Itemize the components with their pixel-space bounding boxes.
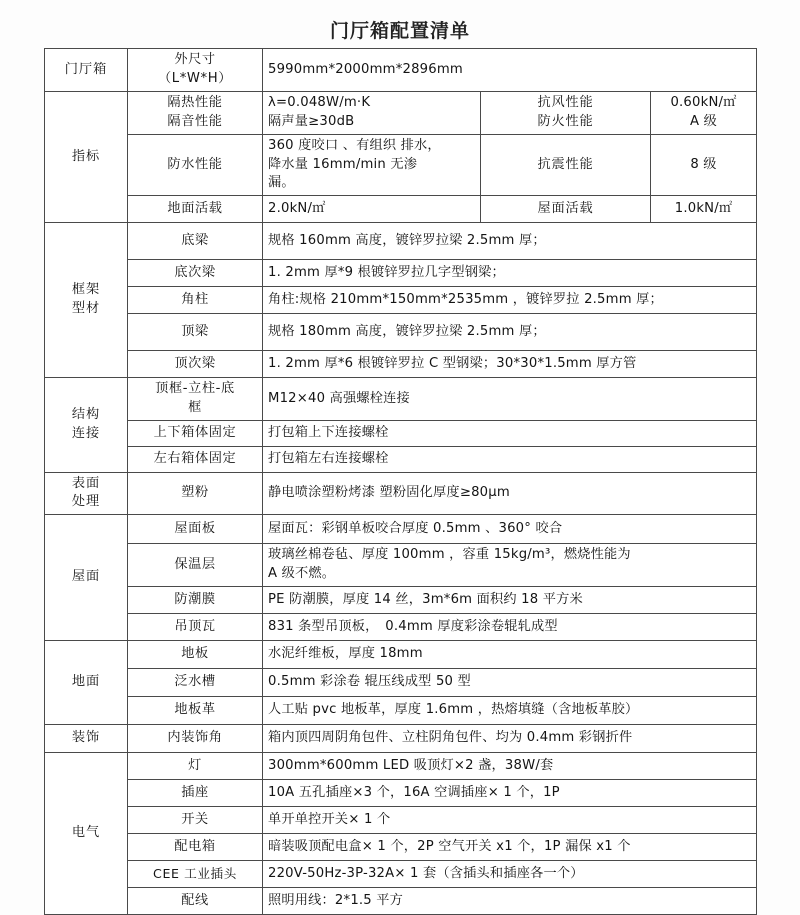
row-value: 1. 2mm 厚*6 根镀锌罗拉 C 型钢梁；30*30*1.5mm 厚方管 (263, 351, 757, 378)
row-item: 外尺寸 （L*W*H） (128, 49, 263, 92)
table-row (45, 260, 757, 287)
row-item: 角柱 (128, 287, 263, 314)
row-value: 屋面瓦：彩钢单板咬合厚度 0.5mm 、360° 咬合 (263, 515, 757, 544)
row-value: 5990mm*2000mm*2896mm (263, 49, 757, 92)
row-value: PE 防潮膜，厚度 14 丝，3m*6m 面积约 18 平方米 (263, 587, 757, 614)
row-item-2: 抗震性能 (481, 135, 651, 196)
row-value: 规格 160mm 高度，镀锌罗拉梁 2.5mm 厚； (263, 223, 757, 260)
row-item: 灯 (128, 753, 263, 780)
row-category: 屋面 (45, 515, 128, 641)
row-item: 上下箱体固定 (128, 420, 263, 446)
row-category: 门厅箱 (45, 49, 128, 92)
table-row (45, 351, 757, 378)
table-row (45, 834, 757, 861)
table-row (45, 472, 757, 514)
row-item: CEE 工业插头 (128, 861, 263, 888)
row-value-2: 1.0kN/㎡ (651, 196, 757, 223)
row-value: 0.5mm 彩涂卷 辊压线成型 50 型 (263, 669, 757, 697)
row-item: 顶框-立柱-底 框 (128, 378, 263, 420)
table-row (45, 446, 757, 472)
row-item: 塑粉 (128, 472, 263, 514)
row-item: 泛水槽 (128, 669, 263, 697)
table-row (45, 587, 757, 614)
table-row (45, 544, 757, 587)
table-row (45, 641, 757, 669)
table-row (45, 780, 757, 807)
row-value: 单开单控开关× 1 个 (263, 807, 757, 834)
table-row (45, 420, 757, 446)
row-category: 表面 处理 (45, 472, 128, 514)
row-value: 10A 五孔插座×3 个，16A 空调插座× 1 个，1P (263, 780, 757, 807)
row-value: 人工贴 pvc 地板革，厚度 1.6mm ，热熔填缝（含地板革胶） (263, 697, 757, 725)
row-item: 底梁 (128, 223, 263, 260)
row-category: 结构 连接 (45, 378, 128, 472)
table-row (45, 669, 757, 697)
row-item: 地板 (128, 641, 263, 669)
row-value: 打包箱左右连接螺栓 (263, 446, 757, 472)
table-row (45, 314, 757, 351)
row-item: 隔热性能 隔音性能 (128, 92, 263, 135)
row-value: 打包箱上下连接螺栓 (263, 420, 757, 446)
row-item: 底次梁 (128, 260, 263, 287)
row-category: 框架 型材 (45, 223, 128, 378)
table-row (45, 49, 757, 92)
row-item: 顶次梁 (128, 351, 263, 378)
row-category: 指标 (45, 92, 128, 223)
row-item: 屋面板 (128, 515, 263, 544)
row-item: 防潮膜 (128, 587, 263, 614)
row-value: M12×40 高强螺栓连接 (263, 378, 757, 420)
table-row (45, 861, 757, 888)
row-item: 保温层 (128, 544, 263, 587)
row-category: 装饰 (45, 725, 128, 753)
row-item: 配电箱 (128, 834, 263, 861)
table-row (45, 196, 757, 223)
table-row (45, 697, 757, 725)
row-item: 左右箱体固定 (128, 446, 263, 472)
row-value-2: 8 级 (651, 135, 757, 196)
row-category: 电气 (45, 753, 128, 915)
table-row (45, 92, 757, 135)
row-category: 地面 (45, 641, 128, 725)
row-item: 吊顶瓦 (128, 614, 263, 641)
specification-table (44, 48, 757, 915)
table-row (45, 725, 757, 753)
table-row (45, 614, 757, 641)
row-item: 内装饰角 (128, 725, 263, 753)
row-value: 箱内顶四周阴角包件、立柱阴角包件、均为 0.4mm 彩钢折件 (263, 725, 757, 753)
table-row (45, 378, 757, 420)
row-value: 水泥纤维板，厚度 18mm (263, 641, 757, 669)
row-value: 暗装吸顶配电盒× 1 个，2P 空气开关 x1 个，1P 漏保 x1 个 (263, 834, 757, 861)
row-value: 831 条型吊顶板， 0.4mm 厚度彩涂卷辊轧成型 (263, 614, 757, 641)
page-title: 门厅箱配置清单 (329, 20, 470, 42)
row-value: 300mm*600mm LED 吸顶灯×2 盏，38W/套 (263, 753, 757, 780)
table-row (45, 287, 757, 314)
row-item-2: 屋面活载 (481, 196, 651, 223)
row-item: 顶梁 (128, 314, 263, 351)
row-value-2: 0.60kN/㎡ A 级 (651, 92, 757, 135)
table-row (45, 888, 757, 915)
table-row (45, 515, 757, 544)
row-item: 防水性能 (128, 135, 263, 196)
row-item: 地板革 (128, 697, 263, 725)
row-item: 开关 (128, 807, 263, 834)
row-value: 玻璃丝棉卷毡、厚度 100mm ，容重 15kg/m³，燃烧性能为 A 级不燃。 (263, 544, 757, 587)
table-row (45, 807, 757, 834)
row-value: 角柱:规格 210mm*150mm*2535mm ，镀锌罗拉 2.5mm 厚； (263, 287, 757, 314)
table-row (45, 753, 757, 780)
row-item: 配线 (128, 888, 263, 915)
table-row (45, 223, 757, 260)
row-value: 1. 2mm 厚*9 根镀锌罗拉几字型钢梁； (263, 260, 757, 287)
row-value: 2.0kN/㎡ (263, 196, 481, 223)
row-value: 360 度咬口 、有组织 排水， 降水量 16mm/min 无渗 漏。 (263, 135, 481, 196)
row-item: 插座 (128, 780, 263, 807)
row-value: 静电喷涂塑粉烤漆 塑粉固化厚度≥80μm (263, 472, 757, 514)
row-value: 220V-50Hz-3P-32A× 1 套（含插头和插座各一个） (263, 861, 757, 888)
row-value: λ=0.048W/m·K 隔声量≥30dB (263, 92, 481, 135)
row-value: 规格 180mm 高度，镀锌罗拉梁 2.5mm 厚； (263, 314, 757, 351)
row-value: 照明用线：2*1.5 平方 (263, 888, 757, 915)
table-row (45, 135, 757, 196)
row-item: 地面活载 (128, 196, 263, 223)
row-item-2: 抗风性能 防火性能 (481, 92, 651, 135)
